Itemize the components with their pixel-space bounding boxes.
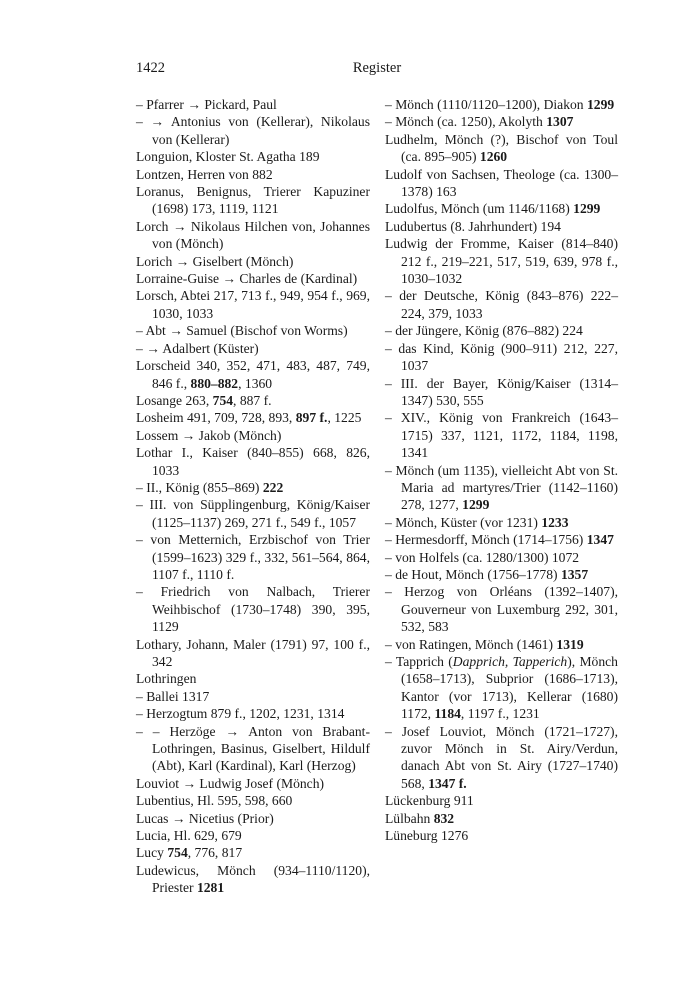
index-entry: Loranus, Benignus, Trierer Kapuziner (1698) 173, 1119, 1121 bbox=[136, 184, 370, 217]
index-entry: Ludewicus, Mönch (934–1110/1120), Priester 1281 bbox=[136, 862, 370, 896]
index-entry: – Herzog von Orléans (1392–1407), Gouverneur von Luxemburg 292, 301, 532, 583 bbox=[385, 584, 618, 635]
index-entry: Losange 263, 754, 887 f. bbox=[136, 392, 272, 408]
index-entry: Longuion, Kloster St. Agatha 189 bbox=[136, 149, 320, 165]
index-entry: Ludolfus, Mönch (um 1146/1168) 1299 bbox=[385, 201, 601, 217]
index-entry: Lothringen bbox=[136, 671, 197, 687]
index-entry: Ludubertus (8. Jahrhundert) 194 bbox=[385, 218, 561, 234]
page-number: 1422 bbox=[136, 60, 165, 76]
index-entry: – Ballei 1317 bbox=[136, 688, 210, 704]
index-entry: – Josef Louviot, Mönch (1721–1727), zuvor Mönch in St. Airy/Verdun, danach Abt von St. Airy (1727–1740) 568, 1347 f. bbox=[385, 723, 618, 791]
index-entry: – Mönch (1110/1120–1200), Diakon 1299 bbox=[385, 97, 615, 112]
index-entry: Lucia, Hl. 629, 679 bbox=[136, 828, 242, 844]
index-entry: – Mönch, Küster (vor 1231) 1233 bbox=[385, 514, 569, 530]
index-entry: Lückenburg 911 bbox=[385, 793, 474, 809]
index-entry: Lucy 754, 776, 817 bbox=[136, 845, 243, 861]
index-entry: – Abt → Samuel (Bischof von Worms) bbox=[136, 323, 348, 339]
index-entry: Lüneburg 1276 bbox=[385, 828, 469, 844]
index-entry: – der Deutsche, König (843–876) 222–224, 379, 1033 bbox=[385, 288, 618, 321]
index-entry: Ludwig der Fromme, Kaiser (814–840) 212 f., 219–221, 517, 519, 639, 978 f., 1030–1032 bbox=[385, 236, 618, 287]
index-entry: Lorch → Nikolaus Hilchen von, Johannes von (Mönch) bbox=[136, 218, 370, 252]
index-entry: – Hermesdorff, Mönch (1714–1756) 1347 bbox=[385, 532, 614, 548]
index-entry: – de Hout, Mönch (1756–1778) 1357 bbox=[385, 566, 589, 582]
index-entry: – das Kind, König (900–911) 212, 227, 1037 bbox=[385, 340, 618, 374]
index-entry: Lothar I., Kaiser (840–855) 668, 826, 1033 bbox=[136, 445, 370, 478]
index-entry: Lorich → Giselbert (Mönch) bbox=[136, 253, 294, 269]
index-entry: Lothary, Johann, Maler (1791) 97, 100 f., 342 bbox=[136, 636, 370, 669]
index-entry: – von Ratingen, Mönch (1461) 1319 bbox=[385, 636, 584, 652]
index-entry: – von Metternich, Erzbischof von Trier (1599–1623) 329 f., 332, 561–564, 864, 1107 f., 1110 f. bbox=[136, 532, 370, 582]
index-entry: – – Herzöge → Anton von Brabant-Lothringen, Basinus, Giselbert, Hildulf (Abt), Karl (Kardinal), Karl (Herzog) bbox=[136, 723, 370, 774]
index-entry: – der Jüngere, König (876–882) 224 bbox=[385, 323, 583, 339]
index-entry: – → Antonius von (Kellerar), Nikolaus von (Kellerar) bbox=[136, 114, 370, 147]
index-column-right bbox=[385, 96, 618, 844]
index-entry: – Tapprich (Dapprich, Tapperich), Mönch (1658–1713), Subprior (1686–1713), Kantor (vor 1713), Kellerar (1680) 1172, 1184, 1197 f., 1231 bbox=[385, 654, 618, 722]
index-column-left bbox=[136, 96, 370, 897]
index-entry: – Pfarrer → Pickard, Paul bbox=[136, 97, 277, 112]
page-header bbox=[136, 60, 618, 80]
index-entry: – → Adalbert (Küster) bbox=[136, 340, 259, 356]
running-head: Register bbox=[352, 60, 402, 76]
index-entry: – Mönch (um 1135), vielleicht Abt von St. Maria ad martyres/Trier (1142–1160) 278, 1277, 1299 bbox=[385, 462, 618, 513]
index-entry: Ludolf von Sachsen, Theologe (ca. 1300–1378) 163 bbox=[385, 166, 618, 200]
index-entry: Louviot → Ludwig Josef (Mönch) bbox=[136, 775, 325, 791]
index-entry: Lorsch, Abtei 217, 713 f., 949, 954 f., 969, 1030, 1033 bbox=[136, 288, 370, 321]
index-entry: Lorscheid 340, 352, 471, 483, 487, 749, 846 f., 880–882, 1360 bbox=[136, 358, 370, 391]
index-entry: Lülbahn 832 bbox=[385, 810, 455, 826]
index-entry: Lorraine-Guise → Charles de (Kardinal) bbox=[136, 271, 358, 287]
index-entry: Lossem → Jakob (Mönch) bbox=[136, 427, 282, 443]
index-entry: Losheim 491, 709, 728, 893, 897 f., 1225 bbox=[136, 410, 362, 426]
index-entry: – Mönch (ca. 1250), Akolyth 1307 bbox=[385, 114, 574, 130]
index-entry: Lontzen, Herren von 882 bbox=[136, 166, 273, 182]
index-entry: Lucas → Nicetius (Prior) bbox=[136, 810, 274, 826]
index-entry: – III. der Bayer, König/Kaiser (1314–1347) 530, 555 bbox=[385, 375, 618, 408]
index-entry: – Herzogtum 879 f., 1202, 1231, 1314 bbox=[136, 706, 345, 722]
index-entry: – III. von Süpplingenburg, König/Kaiser (1125–1137) 269, 271 f., 549 f., 1057 bbox=[136, 497, 370, 530]
index-entry: – XIV., König von Frankreich (1643–1715) 337, 1121, 1172, 1184, 1198, 1341 bbox=[385, 410, 618, 461]
index-entry: – Friedrich von Nalbach, Trierer Weihbischof (1730–1748) 390, 395, 1129 bbox=[136, 584, 370, 635]
index-entry: – II., König (855–869) 222 bbox=[136, 479, 284, 495]
index-entry: Lubentius, Hl. 595, 598, 660 bbox=[136, 793, 293, 809]
index-entry: – von Holfels (ca. 1280/1300) 1072 bbox=[385, 549, 580, 565]
index-entry: Ludhelm, Mönch (?), Bischof von Toul (ca. 895–905) 1260 bbox=[385, 131, 618, 165]
